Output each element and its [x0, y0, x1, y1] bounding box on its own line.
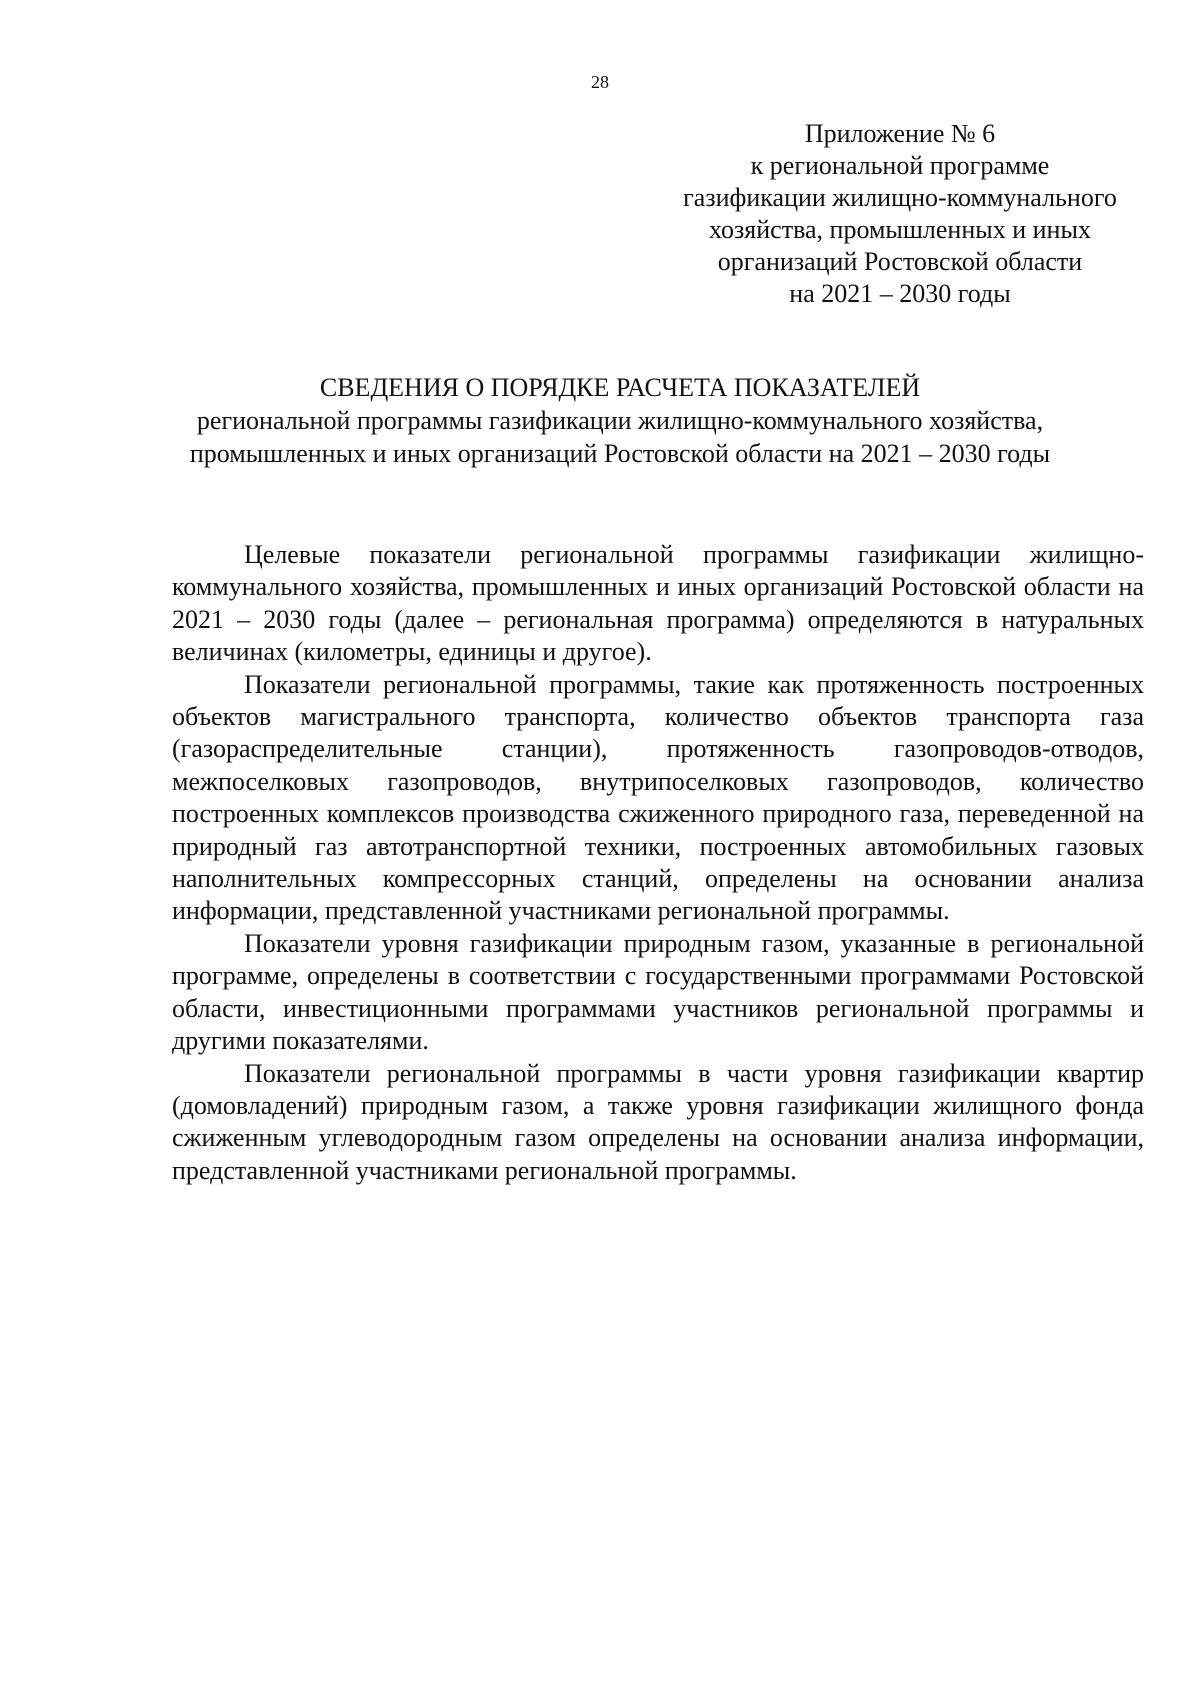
title-subtitle-line: региональной программы газификации жилищно-коммунального хозяйства, — [196, 406, 1044, 435]
appendix-line: Приложение № 6 — [804, 119, 996, 148]
appendix-line: к региональной программе — [750, 151, 1050, 180]
appendix-line: газификации жилищно-коммунального — [683, 183, 1117, 212]
appendix-line: организаций Ростовской области — [717, 247, 1083, 276]
title-subtitle-line: промышленных и иных организаций Ростовской области на 2021 – 2030 годы — [189, 439, 1051, 468]
appendix-line: хозяйства, промышленных и иных — [709, 215, 1091, 244]
body-paragraph: Целевые показатели региональной программы газификации жилищно-коммунального хозяйства, промышленных и иных организаций Ростовской области на 2021 – 2030 годы (далее – региональная программа) определяются в натуральных величинах (километры, единицы и другое). — [172, 540, 1144, 667]
title-main: СВЕДЕНИЯ О ПОРЯДКЕ РАСЧЕТА ПОКАЗАТЕЛЕЙ — [319, 373, 921, 402]
document-body — [172, 539, 1144, 1187]
body-paragraph: Показатели региональной программы, такие как протяженность построенных объектов магистрального транспорта, количество объектов транспорта газа (газораспределительные станции), протяженность газопроводов-отводов, межпоселковых газопроводов, внутрипоселковых газопроводов, количество построенных комплексов производства сжиженного природного газа, переведенной на природный газ автотранспортной техники, построенных автомобильных газовых наполнительных компрессорных станций, определены на основании анализа информации, представленной участниками региональной программы. — [172, 669, 1144, 926]
appendix-line: на 2021 – 2030 годы — [789, 279, 1011, 308]
appendix-header — [640, 118, 1160, 310]
document-title — [120, 371, 1120, 470]
body-paragraph: Показатели уровня газификации природным газом, указанные в региональной программе, определены в соответствии с государственными программами Ростовской области, инвестиционными программами участников региональной программы и другими показателями. — [172, 928, 1144, 1056]
body-paragraph: Показатели региональной программы в части уровня газификации квартир (домовладений) природным газом, а также уровня газификации жилищного фонда сжиженным углеводородным газом определены на основании анализа информации, представленной участниками региональной программы. — [172, 1058, 1144, 1185]
page-number: 28 — [591, 72, 609, 92]
